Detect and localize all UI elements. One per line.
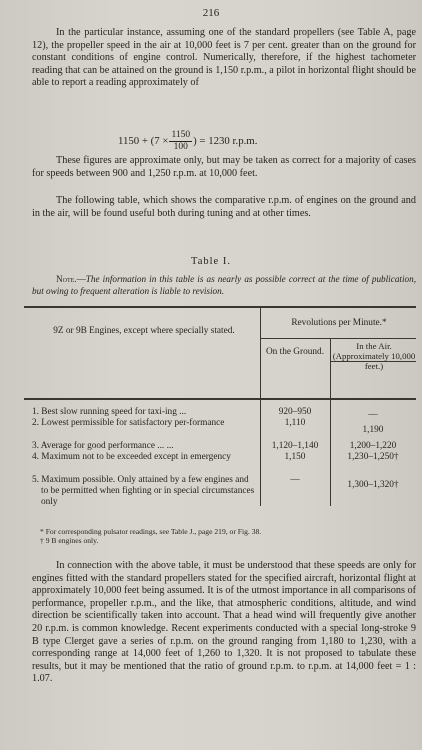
formula-right: ) = 1230 r.p.m. <box>193 135 258 147</box>
formula <box>118 130 257 152</box>
approx-paragraph: These figures are approximate only, but may be taken as correct for a majority of cases for speeds between 900 and 1,250 r.p.m. at 10,000 feet. <box>32 155 416 179</box>
table-cell-ground: 1,150 <box>284 452 306 462</box>
group-header-rule <box>260 338 416 339</box>
table-title: Table I. <box>191 256 231 267</box>
following-paragraph: The following table, which shows the comparative r.p.m. of engines on the ground and in the air, will be found useful both during tuning and at other times. <box>32 195 416 219</box>
table-header-rule <box>24 398 416 400</box>
table-cell-ground: — <box>290 475 300 485</box>
formula-fraction <box>169 130 192 152</box>
table-top-rule <box>24 306 416 308</box>
table-row-label: 2. Lowest permissible for satisfactory per-formance <box>32 418 225 428</box>
intro-paragraph: In the particular instance, assuming one of the standard propellers (see Table A, page 12), the propeller speed in the air at 10,000 feet is 7 per cent. greater than on the ground for constant conditions of engine control. Numerically, therefore, if the highest tachometer reading that can be attained on the ground is 1,150 r.p.m., a pilot in horizontal flight should be able to report a reading approximately of <box>32 27 416 89</box>
table-cell-air: 1,300–1,320† <box>347 480 399 490</box>
table-cell-air: 1,200–1,220 <box>349 441 397 451</box>
formula-left: 1150 + (7 × <box>118 135 169 147</box>
table-row-label: 1. Best slow running speed for taxi-ing ... <box>32 407 187 417</box>
table-cell-ground: 1,110 <box>284 418 306 428</box>
table-cell-ground: 1,120–1,140 <box>271 441 319 451</box>
corner-header: 9Z or 9B Engines, except where specially stated. <box>53 326 235 336</box>
note-label: Note.— <box>56 274 86 284</box>
table-note <box>32 274 416 298</box>
note-text: The information in this table is as nearly as possible correct at the time of publication, but owing to frequent alteration is liable to revision. <box>32 274 416 296</box>
formula-denominator: 100 <box>173 141 188 152</box>
table-cell-air: 1,230–1,250† <box>347 452 399 462</box>
table-cell-air: — <box>368 410 378 420</box>
rpm-table <box>24 306 416 516</box>
footnote-dagger: † 9 B engines only. <box>40 536 99 545</box>
formula-numerator: 1150 <box>171 130 191 140</box>
table-row-label: 5. Maximum possible. Only attained by a few engines and to be permitted when fighting or in special circumstances only <box>32 475 255 507</box>
table-cell-ground: 920–950 <box>278 407 312 417</box>
table-row-label: 3. Average for good performance ... ... <box>32 441 174 451</box>
col-header-ground: On the Ground. <box>265 347 325 357</box>
col-header-air: In the Air. (Approximately 10,000 feet.) <box>332 341 416 371</box>
group-header: Revolutions per Minute.* <box>291 318 387 328</box>
table-row-label: 4. Maximum not to be exceeded except in emergency <box>32 452 231 462</box>
footnote-asterisk: * For corresponding pulsator readings, see Table J., page 219, or Fig. 38. <box>40 527 262 536</box>
final-paragraph: In connection with the above table, it must be understood that these speeds are only for engines fitted with the standard propellers stated for the specified aircraft, horizontal flight at approximately 10,000 feet being assumed. It is of the utmost importance in all comparisons of performance, propeller r.p.m., and the like, that atmospheric conditions, altitude, and wind direction be scientifically taken into account. That a head wind will frequently give another 20 r.p.m. is common knowledge. Recent experiments conducted with a special long-stroke 9 B type Clerget gave a series of r.p.m. on the ground ranging from 1,180 to 1,230, with a corresponding range at 14,000 feet of 1,260 to 1,320. It is not proposed to tabulate these results, but it may be mentioned that the ratio of ground r.p.m. to r.p.m. at 14,000 feet = 1 : 1.07. <box>32 560 416 685</box>
page-number: 216 <box>202 7 220 19</box>
table-cell-air: 1,190 <box>362 425 384 435</box>
